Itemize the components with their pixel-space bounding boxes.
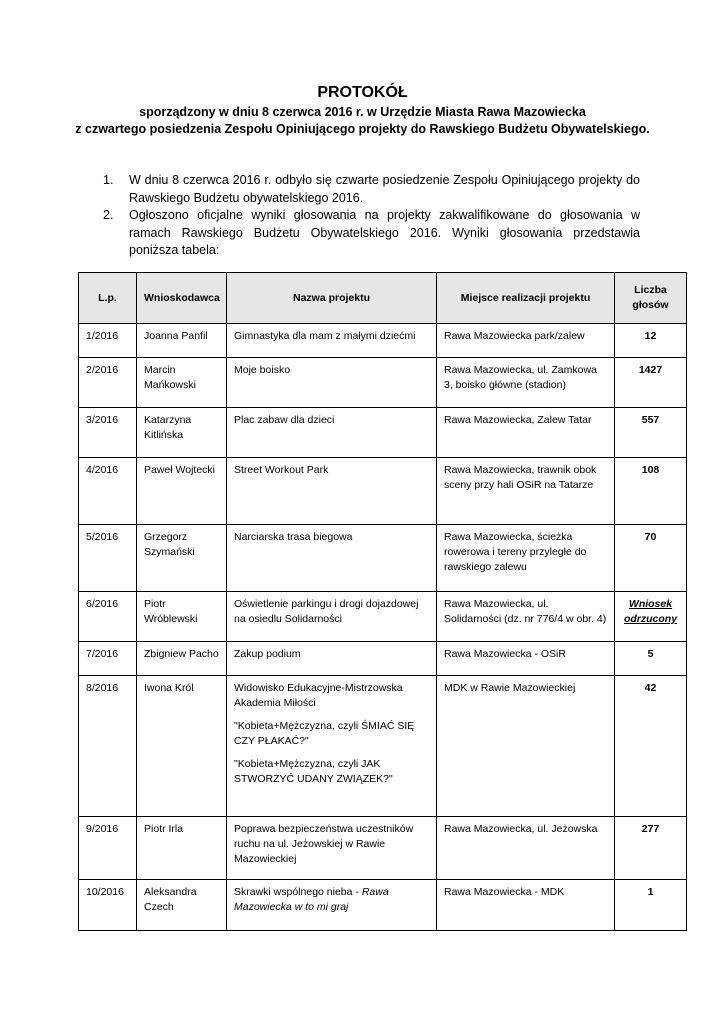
header-votes: Liczba głosów: [615, 273, 687, 324]
cell-applicant: Zbigniew Pacho: [137, 642, 227, 676]
cell-applicant: Joanna Panfil: [137, 324, 227, 358]
document-subtitle-line2: z czwartego posiedzenia Zespołu Opiniującego projekty do Rawskiego Budżetu Obywatelskiego.: [75, 122, 650, 136]
cell-votes-rejected: Wniosek odrzucony: [615, 592, 687, 642]
cell-votes: 12: [615, 324, 687, 358]
cell-lp: 3/2016: [79, 408, 137, 458]
cell-applicant: Piotr Wróblewski: [137, 592, 227, 642]
table-row: [79, 358, 687, 408]
header-location: Miejsce realizacji projektu: [437, 273, 615, 324]
cell-applicant: Piotr Irla: [137, 817, 227, 880]
cell-applicant: Iwona Król: [137, 676, 227, 817]
table-row: [79, 408, 687, 458]
cell-location: Rawa Mazowiecka - MDK: [437, 880, 615, 931]
header-lp: L.p.: [79, 273, 137, 324]
table-row: [79, 676, 687, 817]
list-item-text: W dniu 8 czerwca 2016 r. odbyło się czwarte posiedzenie Zespołu Opiniującego projekty do Rawskiego Budżetu obywatelskiego 2016.: [129, 173, 640, 205]
cell-votes: 557: [615, 408, 687, 458]
cell-location: Rawa Mazowiecka, ul. Solidarności (dz. nr 776/4 w obr. 4): [437, 592, 615, 642]
list-item-number: 2.: [103, 208, 114, 222]
cell-lp: 7/2016: [79, 642, 137, 676]
cell-project: [227, 880, 437, 931]
table-row: [79, 817, 687, 880]
cell-applicant: Aleksandra Czech: [137, 880, 227, 931]
list-item-text: Ogłoszono oficjalne wyniki głosowania na projekty zakwalifikowane do głosowania w ramach Rawskiego Budżetu Obywatelskiego 2016. Wyniki głosowania przedstawia poniższa tabela:: [129, 208, 640, 257]
cell-project: Moje boisko: [227, 358, 437, 408]
cell-project: Street Workout Park: [227, 458, 437, 525]
cell-lp: 1/2016: [79, 324, 137, 358]
list-item-number: 1.: [103, 173, 114, 187]
project-subtitle: "Kobieta+Mężczyzna, czyli ŚMIAĆ SIĘ CZY PŁAKAĆ?": [234, 720, 415, 747]
cell-votes: 277: [615, 817, 687, 880]
cell-votes: 1: [615, 880, 687, 931]
cell-applicant: Grzegorz Szymański: [137, 525, 227, 592]
header-applicant: Wnioskodawca: [137, 273, 227, 324]
cell-applicant: Paweł Wojtecki: [137, 458, 227, 525]
cell-location: Rawa Mazowiecka park/zalew: [437, 324, 615, 358]
document-subtitle-line1: sporządzony w dniu 8 czerwca 2016 r. w Urzędzie Miasta Rawa Mazowiecka: [139, 105, 586, 119]
cell-lp: 10/2016: [79, 880, 137, 931]
cell-location: Rawa Mazowiecka, ul. Jeżowska: [437, 817, 615, 880]
table-row: [79, 324, 687, 358]
table-row: [79, 525, 687, 592]
voting-results-table: [78, 272, 687, 931]
cell-location: MDK w Rawie Mazowieckiej: [437, 676, 615, 817]
cell-lp: 9/2016: [79, 817, 137, 880]
cell-location: Rawa Mazowiecka, trawnik obok sceny przy hali OSiR na Tatarze: [437, 458, 615, 525]
cell-applicant: Marcin Mańkowski: [137, 358, 227, 408]
cell-lp: 4/2016: [79, 458, 137, 525]
cell-applicant: Katarzyna Kitlińska: [137, 408, 227, 458]
cell-votes: 5: [615, 642, 687, 676]
cell-votes: 70: [615, 525, 687, 592]
cell-votes: 108: [615, 458, 687, 525]
list-item: [103, 207, 640, 260]
cell-project: Gimnastyka dla mam z małymi dziećmi: [227, 324, 437, 358]
table-row: [79, 880, 687, 931]
cell-lp: 2/2016: [79, 358, 137, 408]
cell-votes: 42: [615, 676, 687, 817]
cell-project: [227, 676, 437, 817]
cell-lp: 8/2016: [79, 676, 137, 817]
numbered-list: [103, 172, 640, 260]
project-subtitle: "Kobieta+Mężczyzna, czyli JAK STWORZYĆ UDANY ZWIĄZEK?": [234, 758, 393, 785]
project-name: Skrawki wspólnego nieba -: [234, 886, 362, 898]
cell-project: Plac zabaw dla dzieci: [227, 408, 437, 458]
project-name-italic: Rawa Mazowiecka w to mi graj: [234, 886, 389, 913]
cell-location: Rawa Mazowiecka, ścieżka rowerowa i tereny przyległe do rawskiego zalewu: [437, 525, 615, 592]
cell-location: Rawa Mazowiecka - OSiR: [437, 642, 615, 676]
header-project: Nazwa projektu: [227, 273, 437, 324]
cell-project: Poprawa bezpieczeństwa uczestników ruchu na ul. Jeżowskiej w Rawie Mazowieckiej: [227, 817, 437, 880]
table-row: [79, 592, 687, 642]
cell-location: Rawa Mazowiecka, ul. Zamkowa 3, boisko główne (stadion): [437, 358, 615, 408]
list-item: [103, 172, 640, 207]
table-row: [79, 458, 687, 525]
cell-project: Zakup podium: [227, 642, 437, 676]
document-title: PROTOKÓŁ: [317, 84, 408, 101]
table-row: [79, 642, 687, 676]
cell-lp: 5/2016: [79, 525, 137, 592]
cell-location: Rawa Mazowiecka, Zalew Tatar: [437, 408, 615, 458]
table-header-row: [79, 273, 687, 324]
cell-votes: 1427: [615, 358, 687, 408]
cell-project: Oświetlenie parkingu i drogi dojazdowej na osiedlu Solidarności: [227, 592, 437, 642]
cell-lp: 6/2016: [79, 592, 137, 642]
cell-project: Narciarska trasa biegowa: [227, 525, 437, 592]
project-name: Widowisko Edukacyjne-Mistrzowska Akademia Miłości: [234, 682, 403, 709]
